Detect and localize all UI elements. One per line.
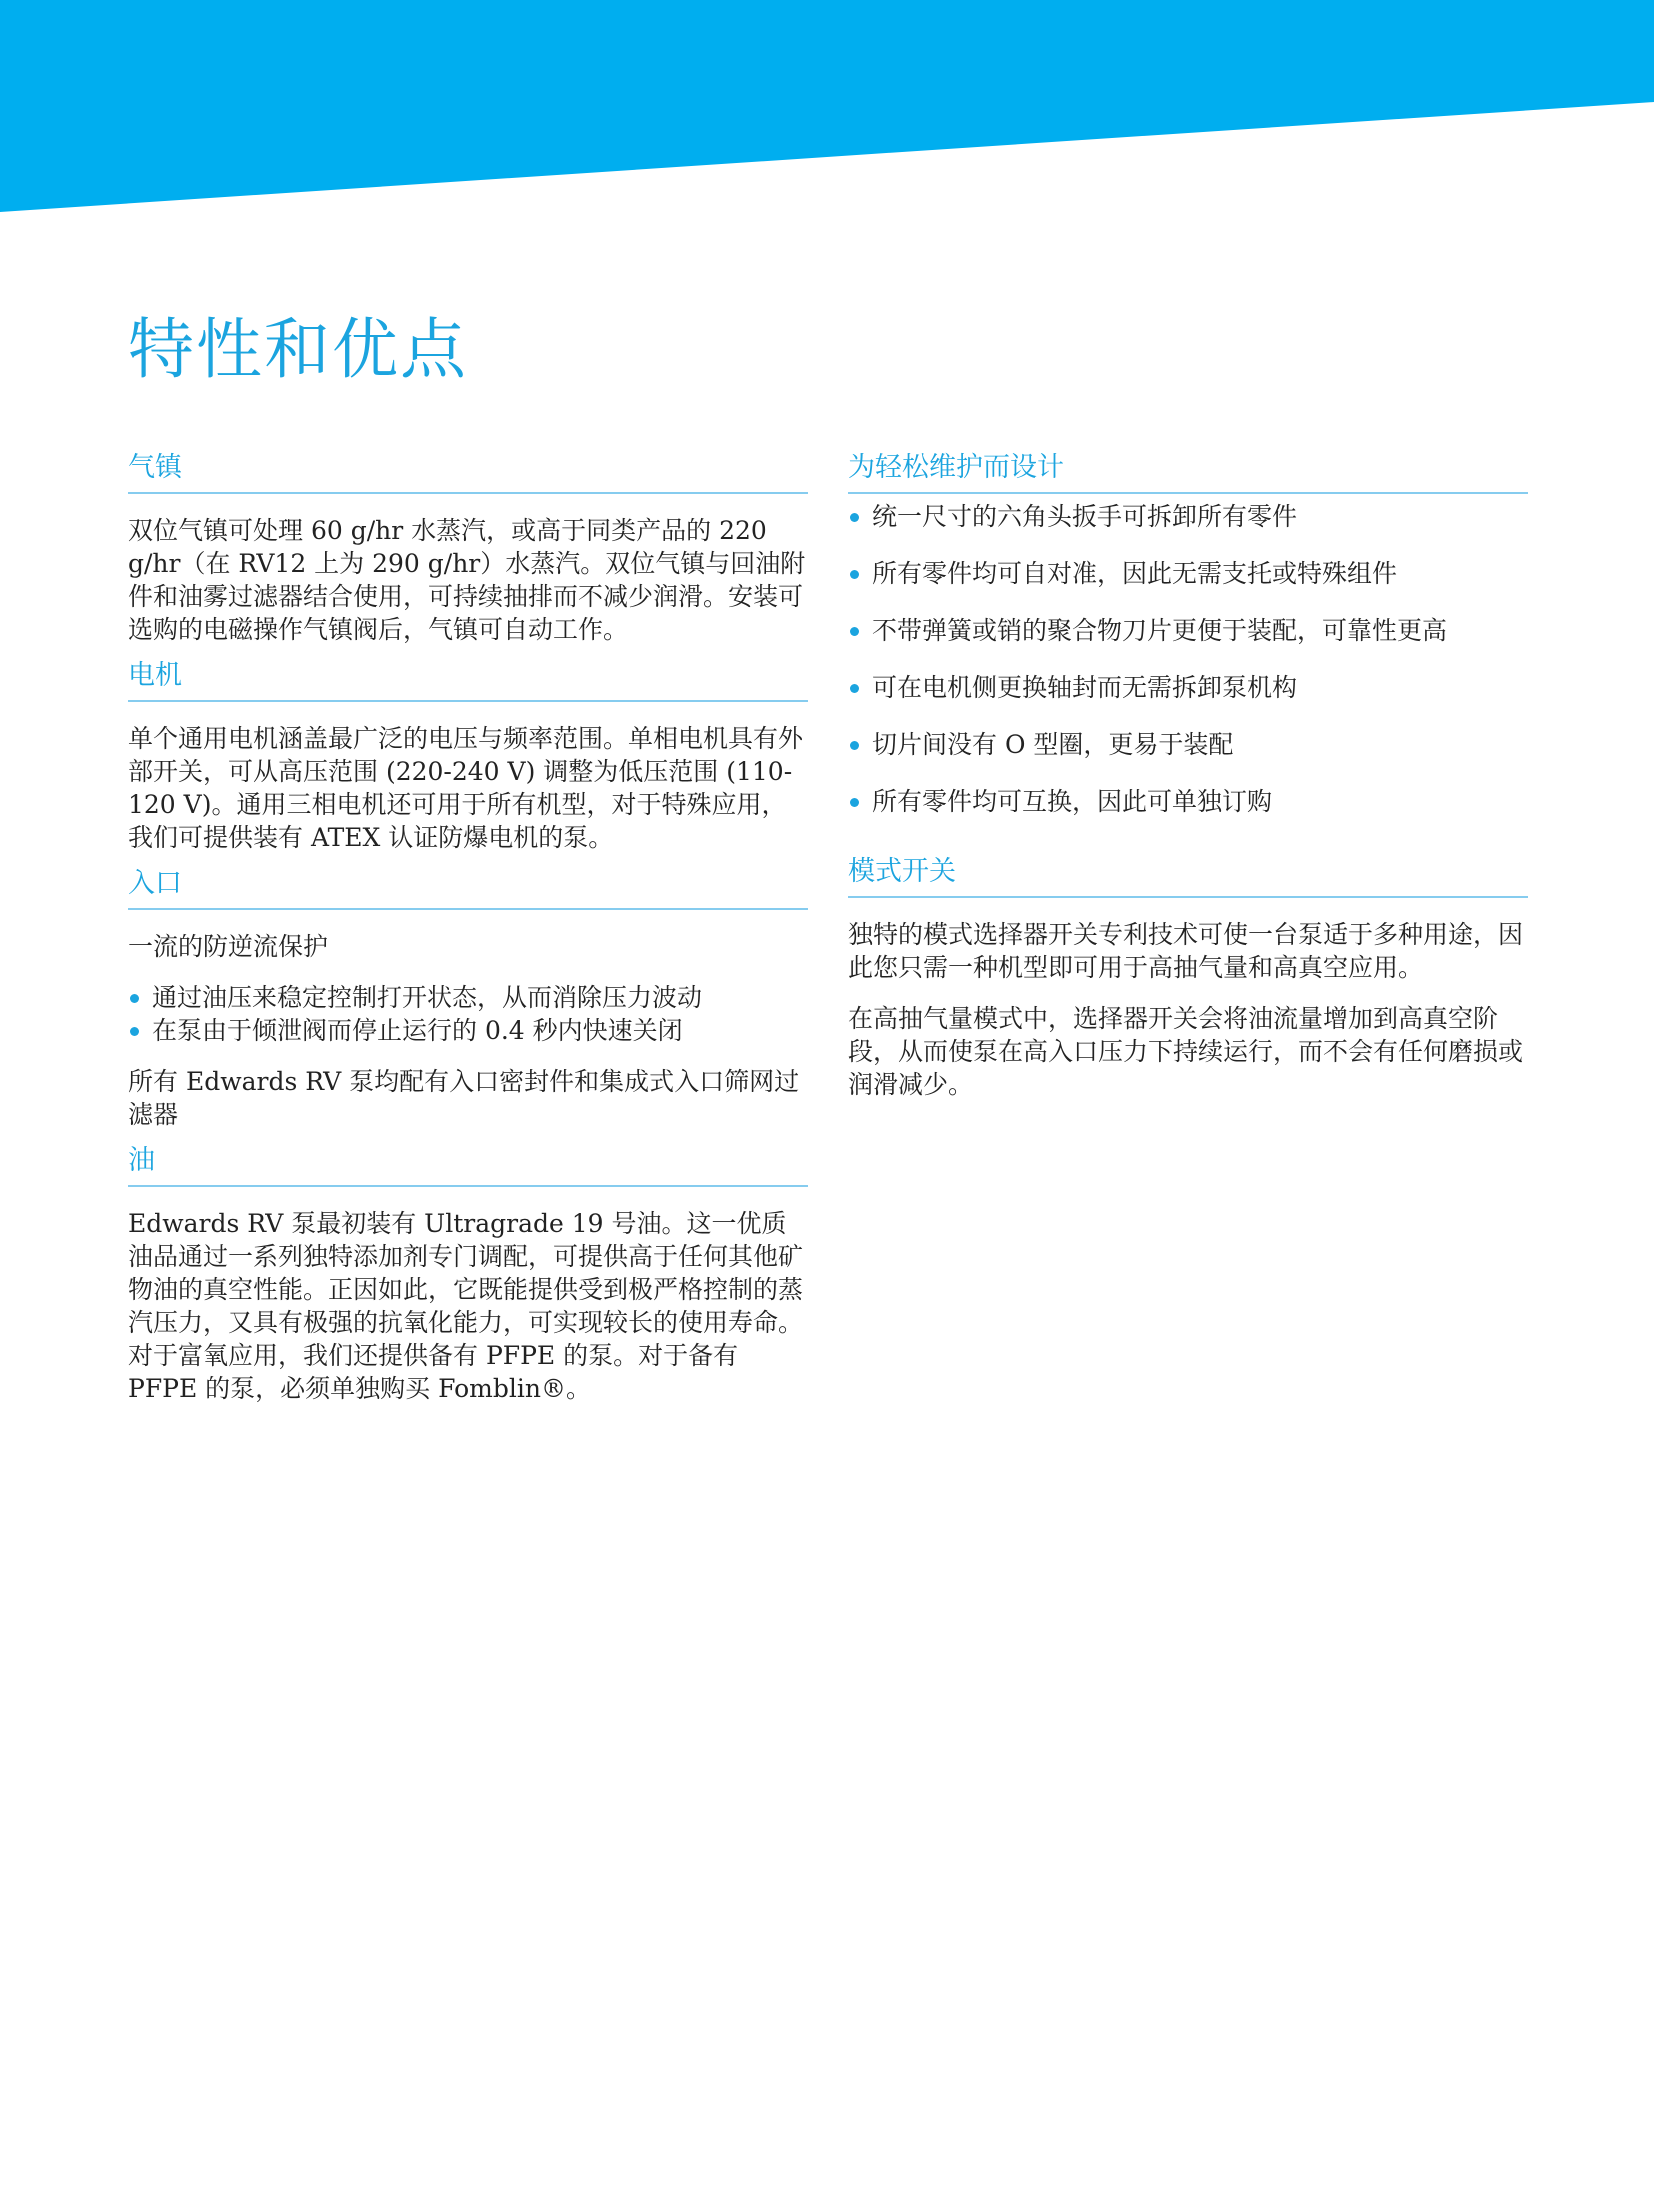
mode-switch-paragraph-2: 在高抽气量模式中，选择器开关会将油流量增加到高真空阶段，从而使泵在高入口压力下持续运行，而不会有任何磨损或润滑减少。: [848, 1004, 1524, 1099]
banner-shape: [0, 0, 1654, 215]
inlet-intro: 一流的防逆流保护: [128, 932, 329, 961]
inlet-bullet-list: [128, 981, 808, 1047]
section-heading-mode-switch: 模式开关: [848, 852, 1528, 898]
header-banner: [0, 0, 1654, 215]
left-column: [128, 448, 808, 1415]
section-heading-inlet: 入口: [128, 864, 808, 910]
gas-ballast-paragraph: 双位气镇可处理 60 g/hr 水蒸汽，或高于同类产品的 220 g/hr（在 RV12 上为 290 g/hr）水蒸汽。双位气镇与回油附件和油雾过滤器结合使用，可持续抽排而不减少润滑。安装可选购的电磁操作气镇阀后，气镇可自动工作。: [128, 516, 806, 644]
list-item: 通过油压来稳定控制打开状态，从而消除压力波动: [128, 981, 808, 1014]
section-body-maintenance: [848, 494, 1528, 852]
section-maintenance: [848, 448, 1528, 852]
list-item: 所有零件均可自对准，因此无需支托或特殊组件: [848, 557, 1528, 590]
list-item: 统一尺寸的六角头扳手可拆卸所有零件: [848, 500, 1528, 533]
section-heading-motor: 电机: [128, 656, 808, 702]
section-heading-gas-ballast: 气镇: [128, 448, 808, 494]
section-body-gas-ballast: [128, 494, 808, 656]
inlet-closing: 所有 Edwards RV 泵均配有入口密封件和集成式入口筛网过滤器: [128, 1067, 800, 1129]
oil-paragraph: Edwards RV 泵最初装有 Ultragrade 19 号油。这一优质油品通过一系列独特添加剂专门调配，可提供高于任何其他矿物油的真空性能。正因如此，它既能提供受到极严格控制的蒸汽压力，又具有极强的抗氧化能力，可实现较长的使用寿命。对于富氧应用，我们还提供备有 PFPE 的泵。对于备有 PFPE 的泵，必须单独购买 Fomblin®。: [128, 1209, 804, 1403]
list-item: 切片间没有 O 型圈，更易于装配: [848, 728, 1528, 761]
section-heading-oil: 油: [128, 1141, 808, 1187]
banner-polygon: [0, 0, 1654, 212]
mode-switch-paragraph-1: 独特的模式选择器开关专利技术可使一台泵适于多种用途，因此您只需一种机型即可用于高抽气量和高真空应用。: [848, 920, 1524, 982]
right-column: [848, 448, 1528, 1111]
list-item: 在泵由于倾泄阀而停止运行的 0.4 秒内快速关闭: [128, 1014, 808, 1047]
list-item: 可在电机侧更换轴封而无需拆卸泵机构: [848, 671, 1528, 704]
list-item: 不带弹簧或销的聚合物刀片更便于装配，可靠性更高: [848, 614, 1528, 647]
section-mode-switch: [848, 852, 1528, 1111]
section-oil: [128, 1141, 808, 1415]
section-gas-ballast: [128, 448, 808, 656]
section-motor: [128, 656, 808, 864]
list-item: 所有零件均可互换，因此可单独订购: [848, 785, 1528, 818]
section-body-motor: [128, 702, 808, 864]
section-inlet: [128, 864, 808, 1141]
section-body-mode-switch: [848, 898, 1528, 1111]
page-title: 特性和优点: [128, 311, 468, 388]
maintenance-bullet-list: [848, 500, 1528, 818]
section-body-inlet: [128, 910, 808, 1141]
section-body-oil: [128, 1187, 808, 1415]
section-heading-maintenance: 为轻松维护而设计: [848, 448, 1528, 494]
motor-paragraph: 单个通用电机涵盖最广泛的电压与频率范围。单相电机具有外部开关，可从高压范围 (220-240 V) 调整为低压范围 (110-120 V)。通用三相电机还可用于所有机型，对于特殊应用，我们可提供装有 ATEX 认证防爆电机的泵。: [128, 724, 804, 852]
